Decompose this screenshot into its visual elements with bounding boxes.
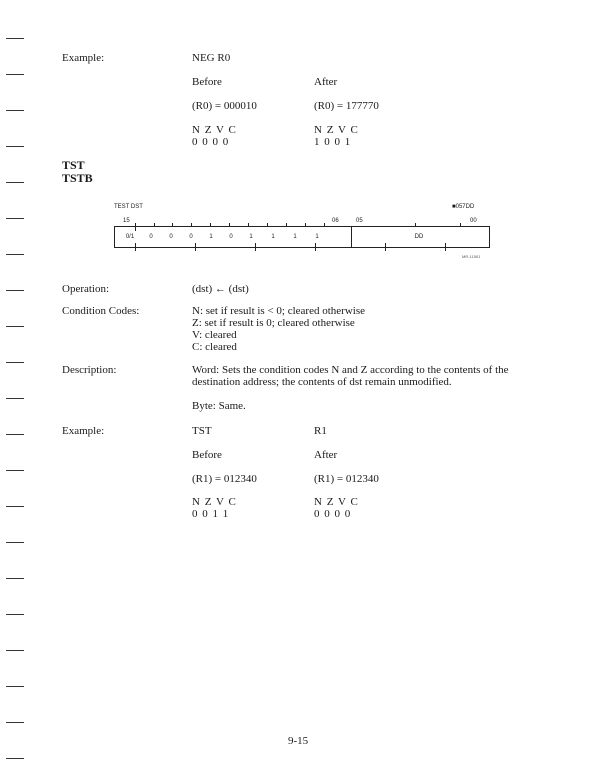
- example1-cc-header-before: N Z V C: [192, 124, 237, 136]
- example2-operand: R1: [314, 425, 327, 437]
- encoding-figure-reference: MR-11501: [462, 254, 481, 259]
- description-line-1: Word: Sets the condition codes N and Z according to the contents of the: [192, 364, 509, 376]
- condition-codes-label: Condition Codes:: [62, 305, 140, 317]
- example1-after-register: (R0) = 177770: [314, 100, 379, 112]
- encoding-bit-value: 1: [249, 234, 253, 240]
- encoding-opcode: ■057DD: [452, 204, 475, 210]
- example2-before-label: Before: [192, 449, 222, 461]
- example2-cc-header-before: N Z V C: [192, 496, 237, 508]
- operation-label: Operation:: [62, 283, 110, 295]
- encoding-box: [114, 226, 490, 248]
- example2-cc-before: 0 0 1 1: [192, 508, 230, 520]
- description-byte: Byte: Same.: [192, 400, 246, 412]
- example1-after-label: After: [314, 76, 338, 88]
- example1-instruction: NEG R0: [192, 52, 231, 64]
- encoding-bit-value: 1: [293, 234, 297, 240]
- encoding-bit-value: 0: [169, 234, 173, 240]
- encoding-bit-value: 0: [149, 234, 153, 240]
- description-line-2: destination address; the contents of dst remain unmodified.: [192, 376, 452, 388]
- encoding-bit-value: 0: [229, 234, 233, 240]
- example2-before-register: (R1) = 012340: [192, 473, 257, 485]
- encoding-bit06: 06: [332, 218, 339, 224]
- example2-after-register: (R1) = 012340: [314, 473, 379, 485]
- example2-instruction: TST: [192, 425, 212, 437]
- example2-cc-header-after: N Z V C: [314, 496, 359, 508]
- example1-before-register: (R0) = 000010: [192, 100, 257, 112]
- encoding-mnemonic: TEST DST: [114, 204, 143, 210]
- instruction-heading-tst: TST: [62, 158, 85, 172]
- encoding-bit-value: 1: [315, 234, 319, 240]
- example2-cc-after: 0 0 0 0: [314, 508, 352, 520]
- description-label: Description:: [62, 364, 117, 376]
- page-number: 9-15: [288, 735, 309, 747]
- example1-before-label: Before: [192, 76, 222, 88]
- encoding-bit15: 15: [123, 218, 130, 224]
- condition-code-line: N: set if result is < 0; cleared otherwise: [192, 305, 365, 317]
- example1-cc-header-after: N Z V C: [314, 124, 359, 136]
- condition-code-line: V: cleared: [192, 329, 237, 341]
- example1-cc-after: 1 0 0 1: [314, 136, 352, 148]
- instruction-heading-tstb: TSTB: [62, 171, 93, 185]
- example1-label: Example:: [62, 52, 105, 64]
- encoding-bit-value: 1: [271, 234, 275, 240]
- encoding-bit-value: 1: [209, 234, 213, 240]
- condition-code-line: Z: set if result is 0; cleared otherwise: [192, 317, 355, 329]
- encoding-bit-value: 0/1: [125, 234, 135, 240]
- encoding-field-dd: DD: [414, 234, 424, 240]
- encoding-bit-value: 0: [189, 234, 193, 240]
- example1-cc-before: 0 0 0 0: [192, 136, 230, 148]
- example2-after-label: After: [314, 449, 338, 461]
- encoding-bit05: 05: [356, 218, 363, 224]
- encoding-bit00: 00: [470, 218, 477, 224]
- condition-code-line: C: cleared: [192, 341, 237, 353]
- operation-text: (dst) ← (dst): [192, 283, 249, 295]
- example2-label: Example:: [62, 425, 105, 437]
